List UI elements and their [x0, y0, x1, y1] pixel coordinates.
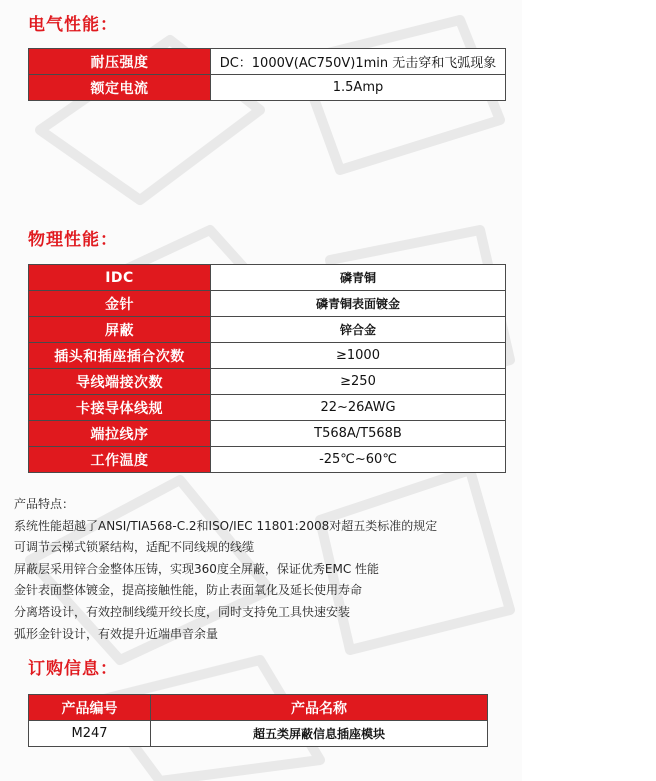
- column-header-name: 产品名称: [151, 695, 488, 721]
- row-label: 额定电流: [29, 75, 211, 101]
- physical-section-title: 物理性能：: [28, 230, 118, 250]
- table-row: [29, 421, 506, 447]
- table-row: [29, 317, 506, 343]
- feature-item: 系统性能超越了ANSI/TIA568-C.2和ISO/IEC 11801:2008对超五类标准的规定: [14, 518, 438, 533]
- physical-spec-table: [28, 264, 506, 473]
- table-row: [29, 369, 506, 395]
- table-row: [29, 395, 506, 421]
- table-row: [29, 291, 506, 317]
- order-table: [28, 694, 488, 747]
- table-row: [29, 447, 506, 473]
- table-header-row: [29, 695, 488, 721]
- table-row: [29, 75, 506, 101]
- order-section-title: 订购信息：: [28, 659, 118, 679]
- row-label: 金针: [29, 291, 211, 317]
- row-value: ≥250: [211, 369, 506, 395]
- row-value: 磷青铜: [211, 265, 506, 291]
- product-code: M247: [29, 721, 151, 747]
- row-label: 耐压强度: [29, 49, 211, 75]
- row-value: 22~26AWG: [211, 395, 506, 421]
- row-value: 锌合金: [211, 317, 506, 343]
- features-heading: 产品特点：: [14, 497, 75, 511]
- feature-item: 屏蔽层采用锌合金整体压铸，实现360度全屏蔽，保证优秀EMC 性能: [14, 561, 380, 576]
- column-header-code: 产品编号: [29, 695, 151, 721]
- row-value: 1.5Amp: [211, 75, 506, 101]
- row-label: 端拉线序: [29, 421, 211, 447]
- feature-item: 弧形金针设计，有效提升近端串音余量: [14, 626, 219, 641]
- table-row: [29, 721, 488, 747]
- product-features: [14, 494, 437, 645]
- feature-item: 金针表面整体镀金，提高接触性能，防止表面氧化及延长使用寿命: [14, 583, 363, 598]
- product-name: 超五类屏蔽信息插座模块: [151, 721, 488, 747]
- row-value: T568A/T568B: [211, 421, 506, 447]
- row-value: 磷青铜表面镀金: [211, 291, 506, 317]
- feature-item: 分离塔设计，有效控制线缆开绞长度，同时支持免工具快速安装: [14, 604, 351, 619]
- row-value: DC：1000V(AC750V)1min 无击穿和飞弧现象: [211, 49, 506, 75]
- table-row: [29, 265, 506, 291]
- row-label: 导线端接次数: [29, 369, 211, 395]
- table-row: [29, 343, 506, 369]
- feature-item: 可调节云梯式锁紧结构，适配不同线规的线缆: [14, 540, 255, 555]
- row-value: ≥1000: [211, 343, 506, 369]
- table-row: [29, 49, 506, 75]
- electrical-spec-table: [28, 48, 506, 101]
- row-label: 工作温度: [29, 447, 211, 473]
- row-value: -25℃~60℃: [211, 447, 506, 473]
- row-label: 插头和插座插合次数: [29, 343, 211, 369]
- row-label: 屏蔽: [29, 317, 211, 343]
- row-label: IDC: [29, 265, 211, 291]
- electrical-section-title: 电气性能：: [28, 15, 118, 35]
- row-label: 卡接导体线规: [29, 395, 211, 421]
